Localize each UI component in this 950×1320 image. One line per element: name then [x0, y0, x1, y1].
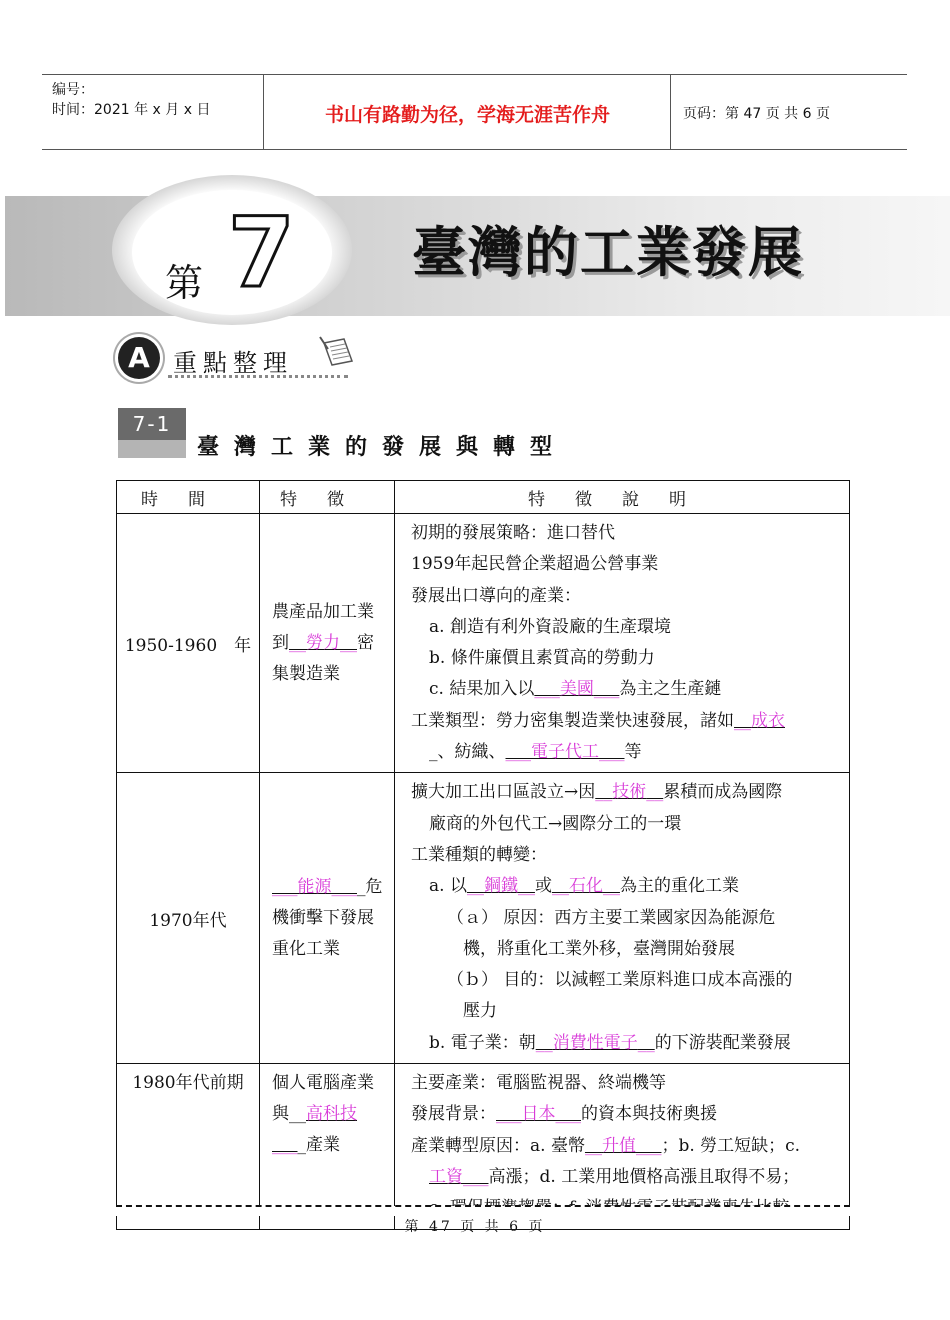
- desc-text: 的資本與技術奧援: [581, 1104, 717, 1125]
- header-period: 時間: [117, 481, 260, 514]
- answer-text: 美國: [559, 679, 594, 700]
- period-cell: 1950-1960 年: [117, 514, 260, 773]
- desc-text: a. 以: [429, 876, 467, 897]
- desc-text: 為主的重化工業: [619, 876, 739, 897]
- feature-answer: 高科技___: [272, 1104, 357, 1156]
- desc-text: 累積而成為國際: [663, 782, 783, 803]
- period-cell: 1980年代前期: [117, 1064, 260, 1229]
- section-number-tab: 7-1: [118, 408, 186, 440]
- desc-text: 擴大加工出口區設立→因: [411, 782, 596, 803]
- desc-text: 產業轉型原因：a. 臺幣: [411, 1135, 585, 1156]
- desc-line: a. 創造有利外資設廠的生產環境: [429, 616, 671, 637]
- chapter-title: 臺灣的工業發展: [412, 221, 804, 284]
- table-row: [117, 514, 850, 773]
- desc-line: 工業種類的轉變：: [411, 844, 547, 865]
- answer-blank: ___電子代工___: [505, 742, 625, 763]
- feature-text: 危機衝擊下發展重化工業: [272, 876, 383, 959]
- chapter-number: 7: [228, 197, 295, 309]
- answer-text: 升值: [601, 1135, 636, 1156]
- section-a-heading: [118, 335, 348, 380]
- number-label: 编号：: [52, 82, 94, 98]
- feature-text: 個人電腦產業與: [272, 1073, 374, 1125]
- desc-line: 廠商的外包代工→國際分工的一環: [429, 813, 682, 834]
- section-title: 臺灣工業的發展與轉型: [197, 435, 568, 460]
- desc-text: 等: [624, 742, 642, 763]
- desc-line: [411, 777, 845, 808]
- desc-text: 的下游裝配業發展: [654, 1032, 791, 1053]
- section-badge: A: [118, 337, 160, 379]
- page-footer: 第 47 页 共 6 页: [404, 1219, 546, 1235]
- answer-text: 鋼鐵: [483, 876, 518, 897]
- desc-line: （ａ） 原因：西方主要工業國家因為能源危: [447, 907, 776, 928]
- header-meta: [52, 80, 210, 120]
- desc-text: 為主之生產鏈: [619, 679, 722, 700]
- notes-icon: [318, 335, 358, 369]
- section-label: 重點整理: [173, 349, 293, 377]
- answer-text: 日本: [521, 1104, 556, 1125]
- answer-blank: __消費性電子__: [535, 1032, 655, 1053]
- desc-line: [411, 706, 845, 737]
- desc-line: [411, 674, 845, 705]
- section-number-bar: [118, 440, 186, 458]
- answer-text: 成衣: [751, 710, 785, 731]
- dotted-rule: [168, 375, 348, 378]
- desc-line: [411, 1131, 845, 1162]
- page-info: 页码：第 47 页 共 6 页: [683, 106, 830, 122]
- motto: 书山有路勤为径，学海无涯苦作舟: [324, 104, 610, 126]
- desc-line: 1959年起民營企業超過公營事業: [411, 554, 659, 575]
- desc-text: 工業類型：勞力密集製造業快速發展，諸如: [411, 710, 734, 731]
- desc-line: 發展出口導向的產業：: [411, 585, 581, 606]
- chapter-prefix: 第: [165, 261, 204, 305]
- feature-answer: __勞力__: [289, 632, 357, 653]
- answer-text: 電子代工: [531, 742, 599, 763]
- desc-line: 初期的發展策略：進口替代: [411, 523, 615, 543]
- description-cell: [395, 514, 850, 773]
- feature-cell: [260, 514, 395, 773]
- desc-text: 發展背景：: [411, 1104, 496, 1125]
- answer-blank: ___美國___: [534, 679, 620, 700]
- feature-answer: ___能源___: [272, 876, 357, 897]
- feature-text: 密集製造業: [272, 632, 374, 684]
- answer-blank: 工資___: [429, 1166, 489, 1187]
- answer-blank: __技術__: [595, 782, 664, 803]
- header-top-rule: [42, 74, 907, 75]
- desc-line: 機，將重化工業外移，臺灣開始發展: [463, 938, 735, 959]
- desc-line: _、紡織、___電子代工___等: [429, 742, 642, 763]
- answer-blank: __升值___: [584, 1135, 662, 1156]
- desc-text: c. 結果加入以: [429, 679, 535, 700]
- answer-blank: __石化__: [551, 876, 620, 897]
- desc-line: [411, 1099, 845, 1130]
- answer-text: 高科技: [306, 1104, 357, 1125]
- industry-table: [116, 480, 850, 1230]
- desc-line: 壓力: [463, 1001, 497, 1022]
- header-bottom-rule: [42, 149, 907, 150]
- table-header-row: [117, 481, 850, 514]
- header-divider: [263, 74, 264, 149]
- header-feature: 特徵: [260, 481, 395, 514]
- desc-text: 、紡織、: [437, 742, 506, 763]
- header-description: 特徵說明: [395, 481, 850, 514]
- answer-text: 能源: [297, 876, 332, 897]
- description-cell: [395, 773, 850, 1064]
- desc-text: ；b. 勞工短缺；c.: [661, 1135, 801, 1156]
- answer-text: 技術: [612, 782, 647, 803]
- answer-text: 勞力: [306, 632, 340, 653]
- answer-text: 工資: [429, 1166, 463, 1187]
- answer-blank: __鋼鐵__: [466, 876, 535, 897]
- answer-blank: __成衣: [734, 710, 785, 731]
- desc-text: 高漲；d. 工業用地價格高漲且取得不易；: [488, 1166, 800, 1187]
- desc-line: [411, 871, 845, 902]
- answer-text: 石化: [568, 876, 603, 897]
- desc-text: b. 電子業：朝: [429, 1032, 536, 1053]
- dashed-page-break: [116, 1205, 850, 1207]
- desc-text: 或: [534, 876, 552, 897]
- time-label: 时间：2021 年 x 月 x 日: [52, 102, 211, 118]
- feature-cell: 個人電腦產業與__高科技____產業: [260, 1064, 395, 1229]
- period-cell: 1970年代: [117, 773, 260, 1064]
- table-cutoff: [116, 1206, 856, 1216]
- feature-cell: ___能源____危機衝擊下發展重化工業: [260, 773, 395, 1064]
- desc-line: b. 條件廉價且素質高的勞動力: [429, 648, 655, 669]
- feature-text: 產業: [306, 1135, 340, 1156]
- desc-line: [411, 1162, 845, 1193]
- answer-text: 消費性電子: [552, 1032, 638, 1053]
- desc-line: [411, 1028, 845, 1059]
- feature-text: 農產品加工業到: [272, 601, 374, 653]
- answer-blank: ___日本___: [496, 1104, 581, 1125]
- header-divider: [670, 74, 671, 149]
- desc-line: 主要產業：電腦監視器、終端機等: [411, 1073, 666, 1094]
- table-row: [117, 773, 850, 1064]
- desc-line: （ｂ） 目的：以減輕工業原料進口成本高漲的: [447, 970, 793, 991]
